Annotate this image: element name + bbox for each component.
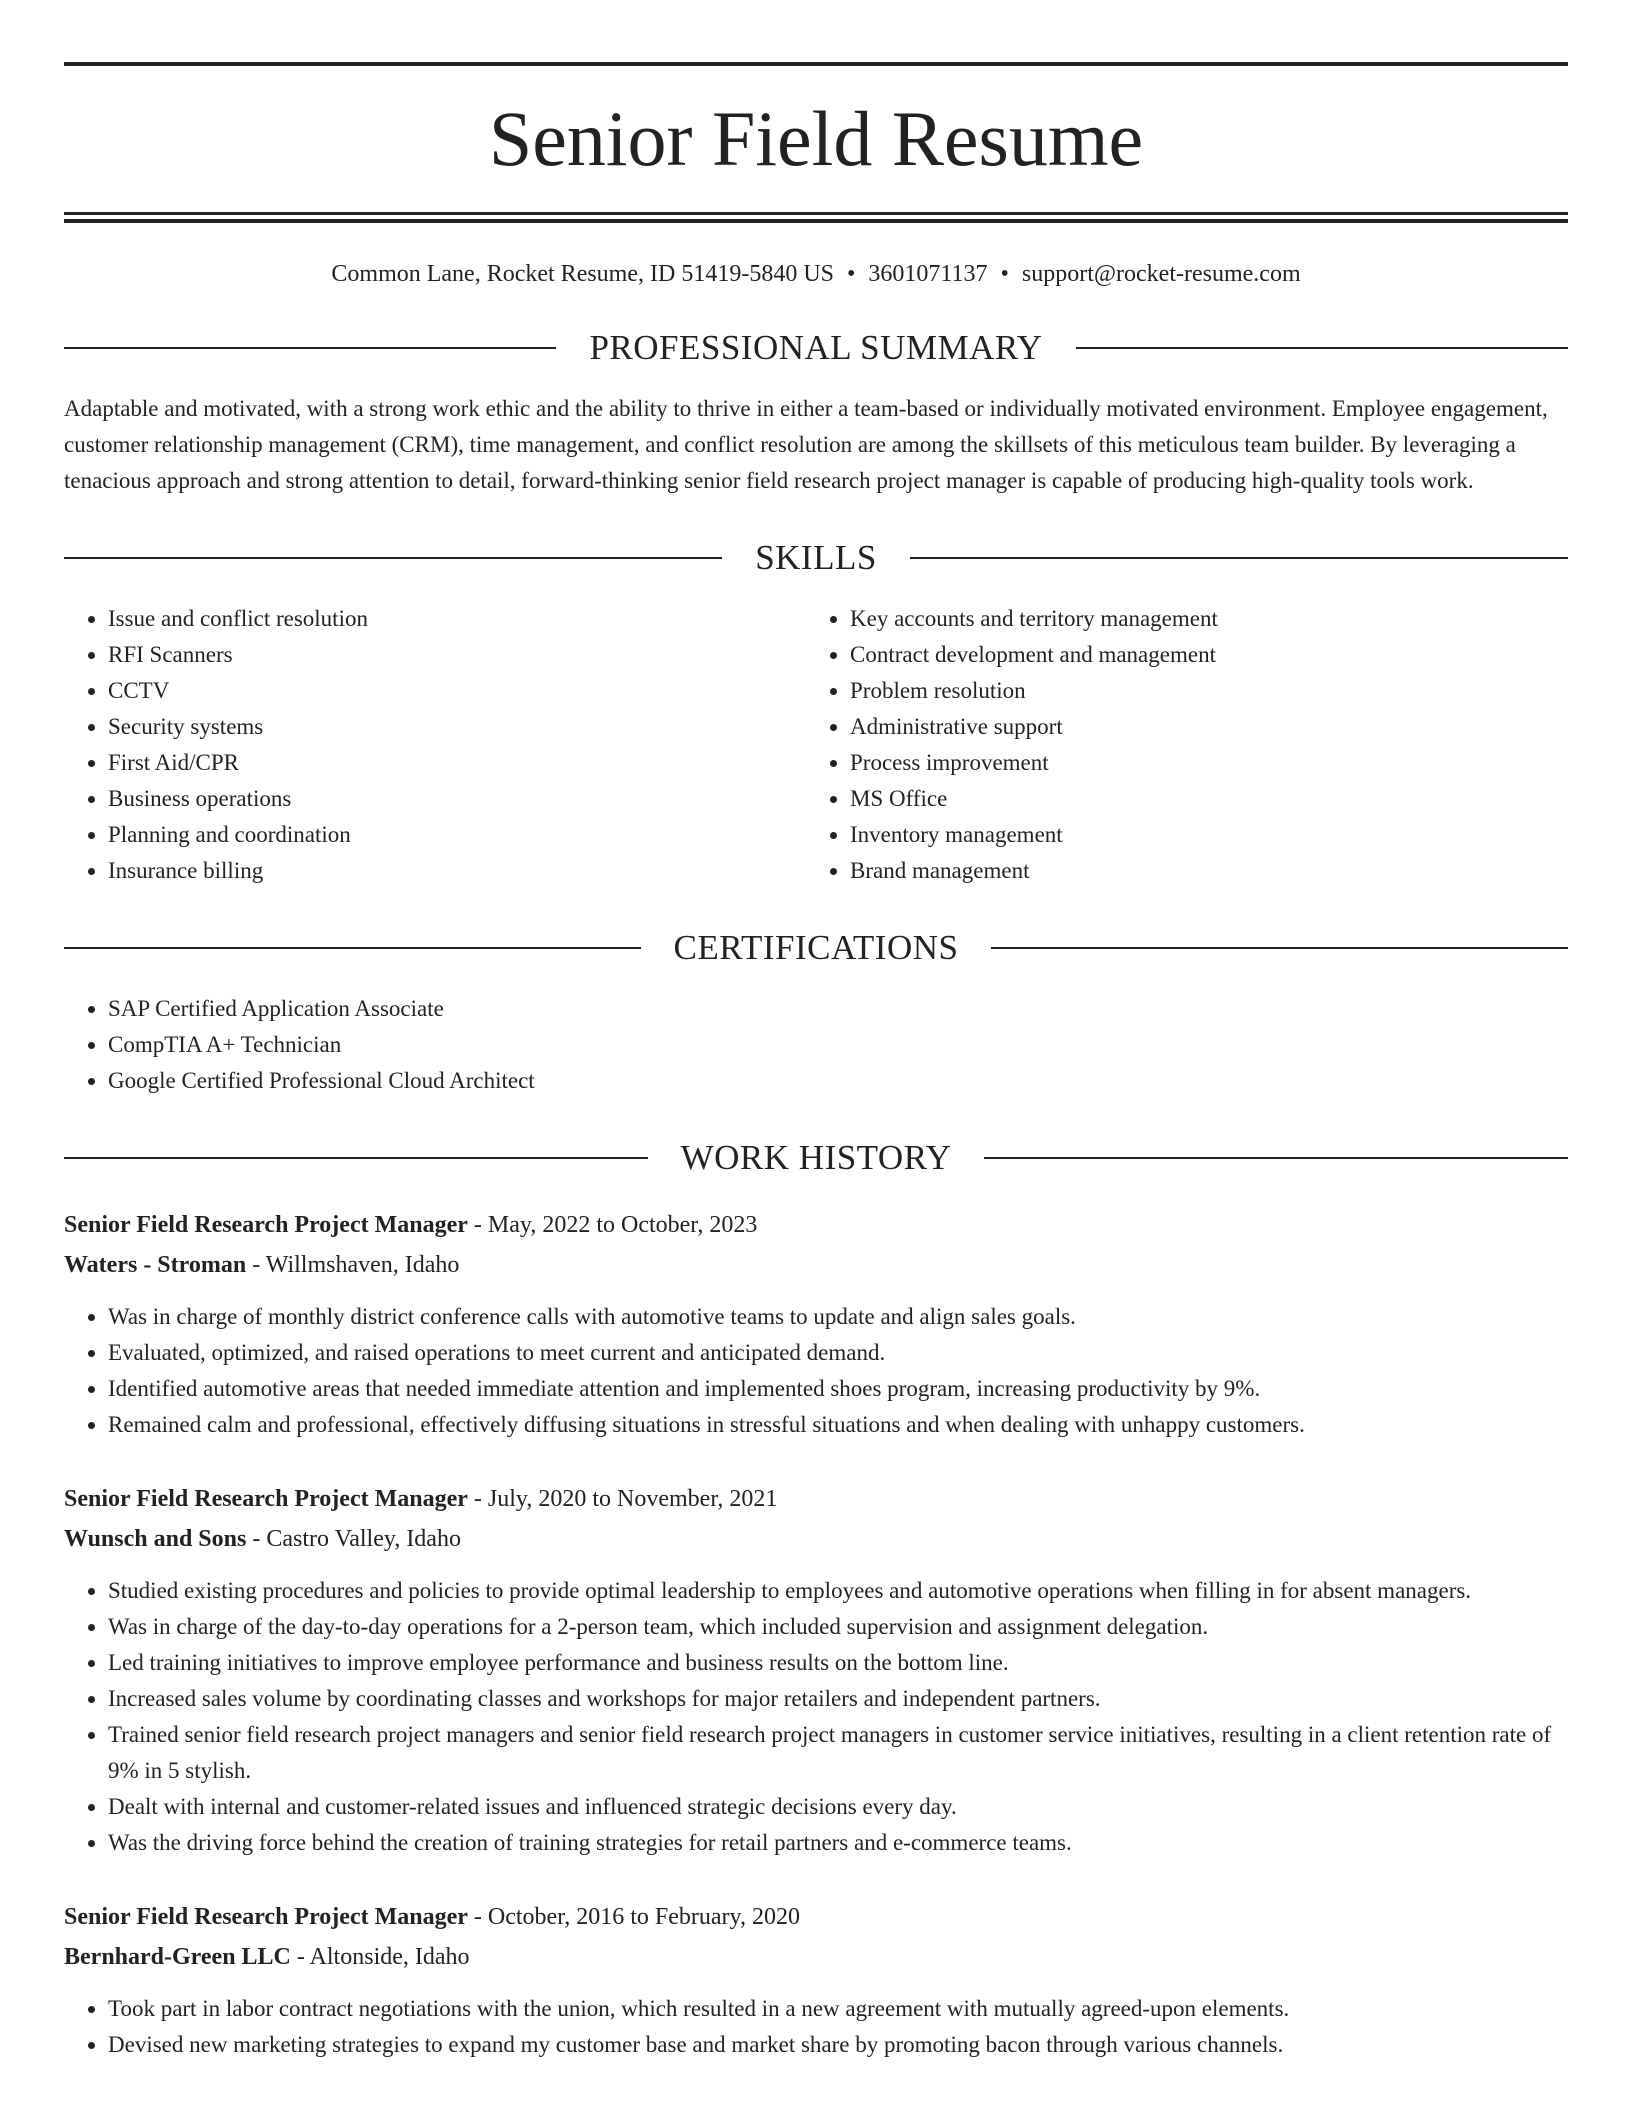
heading-rule-right bbox=[984, 1157, 1568, 1159]
contact-separator: • bbox=[1000, 261, 1009, 287]
job-bullet: • Was the driving force behind the creation of training strategies for retail partners and e-commerce teams. bbox=[108, 1825, 1568, 1861]
skills-columns bbox=[64, 601, 1568, 889]
skill-item: • Business operations bbox=[108, 781, 806, 817]
skills-title: SKILLS bbox=[755, 538, 877, 577]
job-bullet: • Studied existing procedures and policies to provide optimal leadership to employees and automotive operations when filling in for absent managers. bbox=[108, 1573, 1568, 1609]
job-bullet: • Was in charge of monthly district conference calls with automotive teams to update and align sales goals. bbox=[108, 1299, 1568, 1335]
job-role-line bbox=[64, 1479, 1568, 1519]
certifications-list bbox=[64, 991, 1568, 1099]
job-bullets bbox=[64, 1299, 1568, 1443]
skill-item: • Contract development and management bbox=[850, 637, 1548, 673]
heading-rule-left bbox=[64, 347, 556, 349]
certifications-title: CERTIFICATIONS bbox=[673, 928, 959, 967]
skill-item: • Insurance billing bbox=[108, 853, 806, 889]
heading-rule-right bbox=[1076, 347, 1568, 349]
job-entry bbox=[64, 1205, 1568, 1443]
work-history-heading bbox=[64, 1139, 1568, 1177]
skill-item: • Security systems bbox=[108, 709, 806, 745]
work-history-title: WORK HISTORY bbox=[680, 1138, 952, 1177]
skills-left-column bbox=[64, 601, 806, 889]
job-bullet: • Identified automotive areas that needed immediate attention and implemented shoes program, increasing productivity by 9%. bbox=[108, 1371, 1568, 1407]
skill-item: • Planning and coordination bbox=[108, 817, 806, 853]
job-company-line bbox=[64, 1245, 1568, 1285]
contact-address: Common Lane, Rocket Resume, ID 51419-5840 US bbox=[331, 261, 834, 287]
job-entry bbox=[64, 1897, 1568, 2063]
job-bullet: • Took part in labor contract negotiations with the union, which resulted in a new agreement with mutually agreed-upon elements. bbox=[108, 1991, 1568, 2027]
job-bullet: • Dealt with internal and customer-related issues and influenced strategic decisions every day. bbox=[108, 1789, 1568, 1825]
skill-item: • Administrative support bbox=[850, 709, 1548, 745]
job-bullet: • Trained senior field research project managers and senior field research project managers in customer service initiatives, resulting in a client retention rate of 9% in 5 stylish. bbox=[108, 1717, 1568, 1789]
job-bullet: • Remained calm and professional, effectively diffusing situations in stressful situations and when dealing with unhappy customers. bbox=[108, 1407, 1568, 1443]
job-company: Wunsch and Sons bbox=[64, 1526, 247, 1552]
certifications-heading bbox=[64, 929, 1568, 967]
resume-title: Senior Field Resume bbox=[488, 95, 1144, 182]
heading-rule-left bbox=[64, 1157, 648, 1159]
skill-item: • RFI Scanners bbox=[108, 637, 806, 673]
job-company-line bbox=[64, 1937, 1568, 1977]
heading-rule-left bbox=[64, 947, 641, 949]
job-role: Senior Field Research Project Manager bbox=[64, 1212, 468, 1238]
skill-item: • MS Office bbox=[850, 781, 1548, 817]
summary-heading bbox=[64, 329, 1568, 367]
skills-heading bbox=[64, 539, 1568, 577]
job-bullet: • Evaluated, optimized, and raised operations to meet current and anticipated demand. bbox=[108, 1335, 1568, 1371]
job-company: Bernhard-Green LLC bbox=[64, 1944, 291, 1970]
skill-item: • Issue and conflict resolution bbox=[108, 601, 806, 637]
job-bullet: • Was in charge of the day-to-day operations for a 2-person team, which included supervision and assignment delegation. bbox=[108, 1609, 1568, 1645]
skill-item: • Key accounts and territory management bbox=[850, 601, 1548, 637]
title-double-rule bbox=[64, 212, 1568, 223]
skill-item: • Inventory management bbox=[850, 817, 1548, 853]
skill-item: • Problem resolution bbox=[850, 673, 1548, 709]
heading-rule-right bbox=[991, 947, 1568, 949]
job-role-line bbox=[64, 1897, 1568, 1937]
contact-separator: • bbox=[847, 261, 856, 287]
job-company: Waters - Stroman bbox=[64, 1252, 247, 1278]
job-dates: - May, 2022 to October, 2023 bbox=[467, 1212, 758, 1238]
skill-item: • CCTV bbox=[108, 673, 806, 709]
contact-email[interactable]: support@rocket-resume.com bbox=[1021, 261, 1301, 287]
job-bullets bbox=[64, 1573, 1568, 1861]
job-dates: - July, 2020 to November, 2021 bbox=[467, 1486, 778, 1512]
heading-rule-left bbox=[64, 557, 722, 559]
summary-text: Adaptable and motivated, with a strong work ethic and the ability to thrive in either a team-based or individually motivated environment. Employee engagement, customer relationship management (CRM), time management, and conflict resolution are among the skillsets of this meticulous team builder. By leveraging a tenacious approach and strong attention to detail, forward-thinking senior field research project manager is capable of producing high-quality tools work. bbox=[64, 396, 1548, 493]
skills-right-column bbox=[806, 601, 1548, 889]
heading-rule-right bbox=[910, 557, 1568, 559]
job-company-line bbox=[64, 1519, 1568, 1559]
skill-item: • Brand management bbox=[850, 853, 1548, 889]
job-location: - Altonside, Idaho bbox=[290, 1944, 470, 1970]
skill-item: • Process improvement bbox=[850, 745, 1548, 781]
job-dates: - October, 2016 to February, 2020 bbox=[467, 1904, 800, 1930]
contact-line bbox=[64, 259, 1568, 289]
job-role: Senior Field Research Project Manager bbox=[64, 1486, 468, 1512]
certification-item: • CompTIA A+ Technician bbox=[108, 1027, 1568, 1063]
job-entry bbox=[64, 1479, 1568, 1861]
certification-item: • SAP Certified Application Associate bbox=[108, 991, 1568, 1027]
skill-item: • First Aid/CPR bbox=[108, 745, 806, 781]
top-rule bbox=[64, 62, 1568, 66]
job-bullets bbox=[64, 1991, 1568, 2063]
summary-title: PROFESSIONAL SUMMARY bbox=[589, 328, 1043, 367]
job-role-line bbox=[64, 1205, 1568, 1245]
job-location: - Castro Valley, Idaho bbox=[246, 1526, 461, 1552]
certification-item: • Google Certified Professional Cloud Architect bbox=[108, 1063, 1568, 1099]
job-bullet: • Increased sales volume by coordinating classes and workshops for major retailers and independent partners. bbox=[108, 1681, 1568, 1717]
job-bullet: • Devised new marketing strategies to expand my customer base and market share by promoting bacon through various channels. bbox=[108, 2027, 1568, 2063]
job-location: - Willmshaven, Idaho bbox=[246, 1252, 460, 1278]
contact-phone[interactable]: 3601071137 bbox=[868, 261, 988, 287]
job-bullet: • Led training initiatives to improve employee performance and business results on the bottom line. bbox=[108, 1645, 1568, 1681]
job-role: Senior Field Research Project Manager bbox=[64, 1904, 468, 1930]
